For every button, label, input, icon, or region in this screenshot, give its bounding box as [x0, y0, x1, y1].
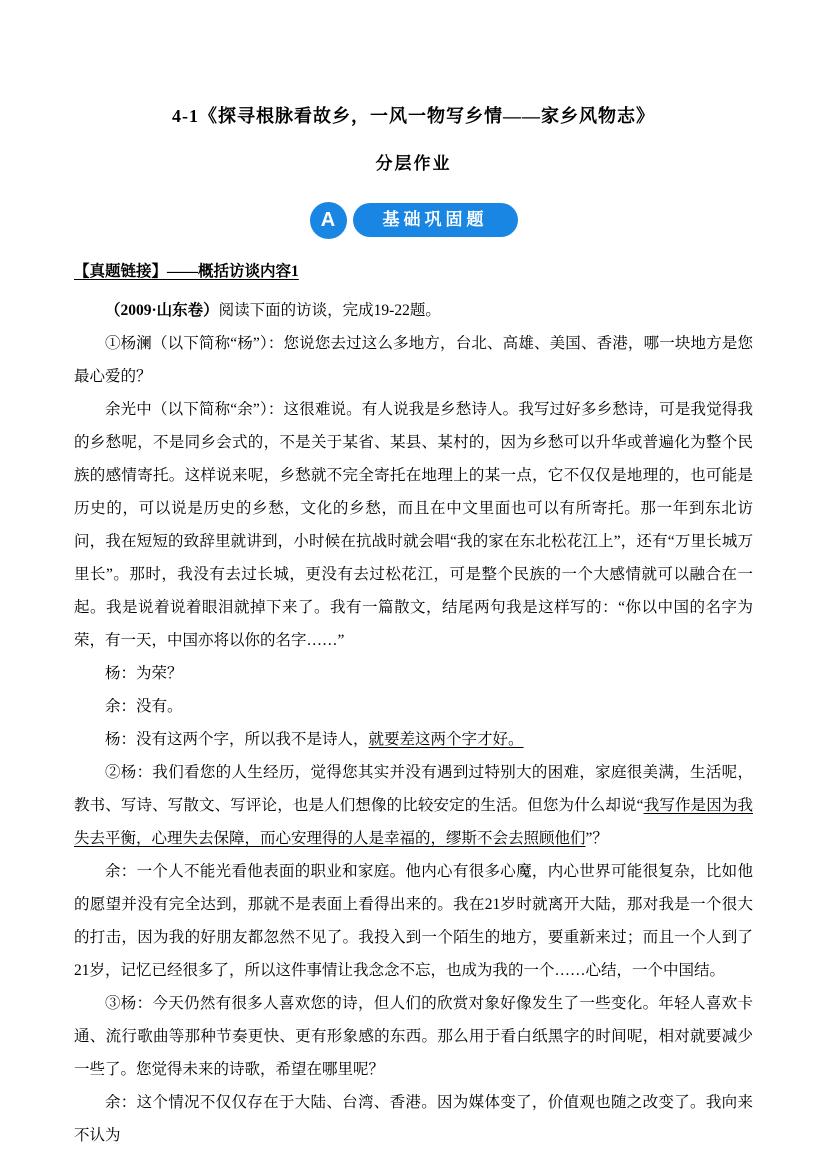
page-subtitle: 分层作业: [375, 154, 452, 173]
text-segment: ③杨：今天仍然有很多人喜欢您的诗，但人们的欣赏对象好像发生了一些变化。年轻人喜欢卡通、流行歌曲等那种节奏更快、更有形象感的东西。那么用于看白纸黑字的时间呢，相对就要减少一些了。您觉得未来的诗歌，希望在哪里呢？: [74, 995, 753, 1078]
paragraph: [74, 393, 753, 657]
text-segment: 我写作是因为我失去平衡，心理失去保障，而心安理得的人是幸福的，缪斯不会去照顾他们: [74, 797, 753, 847]
level-badge: [74, 201, 753, 239]
paragraph: [74, 327, 753, 393]
text-segment: 就要差这两个字才好。: [368, 731, 524, 748]
badge-label: 基础巩固题: [353, 203, 518, 237]
paragraph: [74, 294, 753, 327]
document-body: [74, 294, 753, 1152]
paragraph: [74, 723, 753, 756]
paragraph: [74, 1086, 753, 1152]
text-segment: 余：一个人不能光看他表面的职业和家庭。他内心有很多心魔，内心世界可能很复杂，比如他的愿望并没有完全达到，那就不是表面上看得出来的。我在21岁时就离开大陆，那对我是一个很大的打击，因为我的好朋友都忽然不见了。我投入到一个陌生的地方，要重新来过；而且一个人到了21岁，记忆已经很多了，所以这件事情让我念念不忘，也成为我的一个……心结，一个中国结。: [74, 863, 753, 979]
text-segment: 杨：没有这两个字，所以我不是诗人，: [105, 731, 369, 748]
text-segment: 阅读下面的访谈，完成19-22题。: [218, 302, 441, 319]
badge-letter: A: [310, 202, 347, 239]
paragraph: [74, 855, 753, 987]
text-segment: 余光中（以下简称“余”）：这很难说。有人说我是乡愁诗人。我写过好多乡愁诗，可是我觉得我的乡愁呢，不是同乡会式的，不是关于某省、某县、某村的，因为乡愁可以升华或普遍化为整个民族的感情寄托。这样说来呢，乡愁就不完全寄托在地理上的某一点，它不仅仅是地理的，也可能是历史的，可以说是历史的乡愁，文化的乡愁，而且在中文里面也可以有所寄托。那一年到东北访问，我在短短的致辞里就讲到，小时候在抗战时就会唱“我的家在东北松花江上”，还有“万里长城万里长”。那时，我没有去过长城，更没有去过松花江，可是整个民族的一个大感情就可以融合在一起。我是说着说着眼泪就掉下来了。我有一篇散文，结尾两句我是这样写的：“你以中国的名字为荣，有一天，中国亦将以你的名字……”: [74, 401, 753, 649]
text-segment: ②杨：我们看您的人生经历，觉得您其实并没有遇到过特别大的困难，家庭很美满，生活呢，教书、写诗、写散文、写评论，也是人们想像的比较安定的生活。但您为什么却说“: [74, 764, 753, 814]
paragraph: [74, 690, 753, 723]
text-segment: ①杨澜（以下简称“杨”）：您说您去过这么多地方，台北、高雄、美国、香港，哪一块地方是您最心爱的？: [74, 335, 753, 385]
text-segment: ”？: [585, 830, 608, 847]
text-segment: 余：这个情况不仅仅存在于大陆、台湾、香港。因为媒体变了，价值观也随之改变了。我向来不认为: [74, 1094, 753, 1144]
paragraph: [74, 756, 753, 855]
page-title: 4-1《探寻根脉看故乡，一风一物写乡情——家乡风物志》: [172, 106, 655, 126]
text-segment: 杨：为荣？: [105, 665, 183, 682]
text-segment: 余：没有。: [105, 698, 183, 715]
paragraph: [74, 657, 753, 690]
text-segment: （2009·山东卷）: [105, 302, 219, 319]
paragraph: [74, 987, 753, 1086]
section-heading: 【真题链接】——概括访谈内容1: [74, 263, 299, 280]
